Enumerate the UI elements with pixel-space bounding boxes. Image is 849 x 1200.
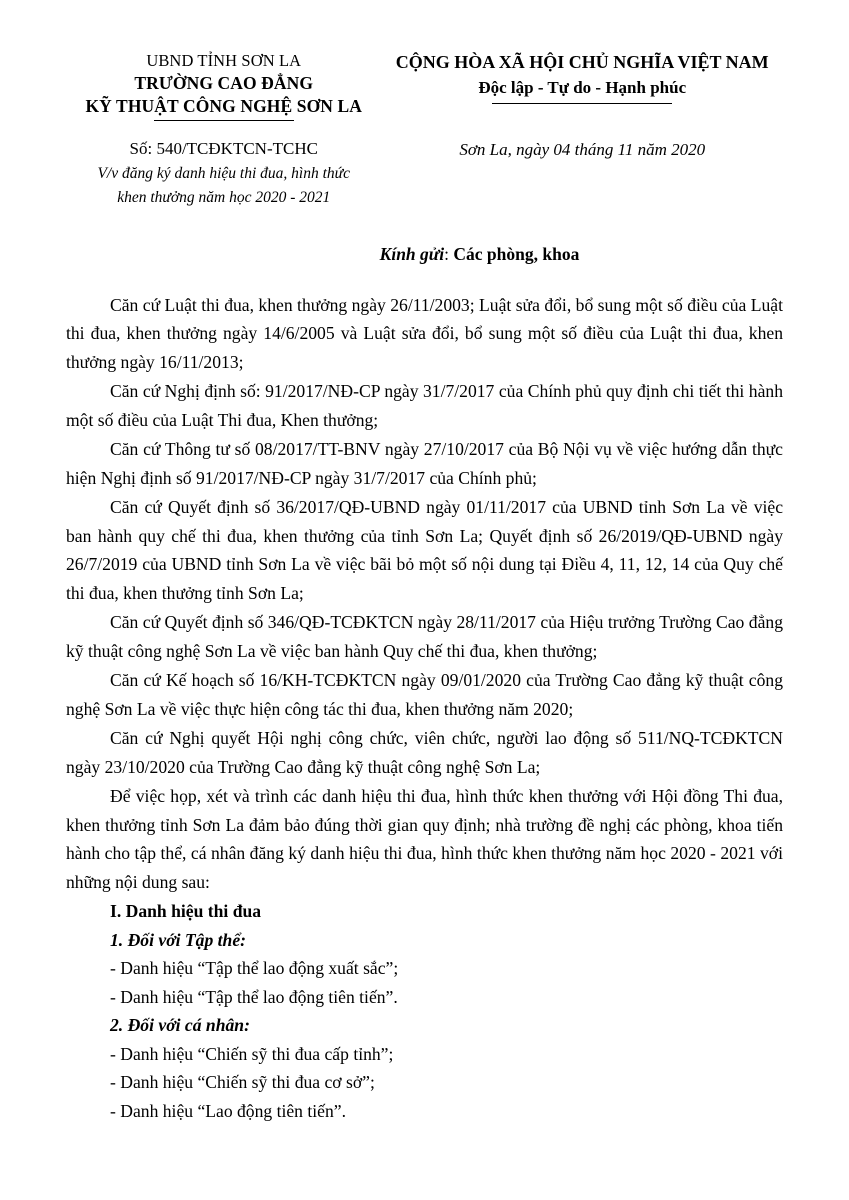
subsection-heading-2: 2. Đối với cá nhân: xyxy=(110,1015,250,1036)
document-body xyxy=(66,291,783,1126)
body-paragraph: Để việc họp, xét và trình các danh hiệu thi đua, hình thức khen thưởng với Hội đồng Thi đua, khen thưởng tỉnh Sơn La đảm bảo đúng thời gian quy định; nhà trường đề nghị các phòng, khoa tiến hành cho tập thể, cá nhân đăng ký danh hiệu thi đua, hình thức khen thưởng năm học 2020 - 2021 với những nội dung sau: xyxy=(66,786,783,892)
place-date: Sơn La, ngày 04 tháng 11 năm 2020 xyxy=(459,139,706,159)
list-item: - Danh hiệu “Chiến sỹ thi đua cấp tỉnh”; xyxy=(110,1043,394,1064)
school-name-line2: KỸ THUẬT CÔNG NGHỆ SƠN LA xyxy=(85,95,363,116)
body-paragraph: Căn cứ Quyết định số 346/QĐ-TCĐKTCN ngày 28/11/2017 của Hiệu trưởng Trường Cao đẳng kỹ thuật công nghệ Sơn La về việc ban hành Quy chế thi đua, khen thưởng; xyxy=(66,612,783,661)
authority-underline xyxy=(154,120,294,121)
issuing-authority-block xyxy=(66,46,381,121)
country-title: CỘNG HÒA XÃ HỘI CHỦ NGHĨA VIỆT NAM xyxy=(395,52,769,72)
recipient-line xyxy=(66,244,783,265)
recipient-separator: : xyxy=(444,243,454,264)
subsection-heading-1: 1. Đối với Tập thể: xyxy=(110,929,246,950)
place-date-block xyxy=(381,137,783,160)
recipient-value: Các phòng, khoa xyxy=(453,243,580,264)
national-heading-block xyxy=(381,46,783,104)
list-item: - Danh hiệu “Chiến sỹ thi đua cơ sở”; xyxy=(110,1072,375,1093)
recipient-label: Kính gửi xyxy=(379,243,445,264)
body-paragraph: Căn cứ Quyết định số 36/2017/QĐ-UBND ngày 01/11/2017 của UBND tỉnh Sơn La về việc ban hành quy chế thi đua, khen thưởng của tỉnh Sơn La; Quyết định số 26/2019/QĐ-UBND ngày 26/7/2019 của UBND tỉnh Sơn La về việc bãi bỏ một số nội dung tại Điều 4, 11, 12, 14 của Quy chế thi đua, khen thưởng tỉnh Sơn La; xyxy=(66,497,783,603)
document-header xyxy=(66,46,783,121)
body-paragraph: Căn cứ Luật thi đua, khen thưởng ngày 26/11/2003; Luật sửa đổi, bổ sung một số điều của Luật thi đua, khen thưởng ngày 14/6/2005 và Luật sửa đổi, bổ sung một số điều của Luật thi đua, khen thưởng ngày 16/11/2013; xyxy=(66,294,783,372)
document-meta xyxy=(66,137,783,210)
school-name-line1: TRƯỜNG CAO ĐẲNG xyxy=(134,72,314,93)
country-motto: Độc lập - Tự do - Hạnh phúc xyxy=(478,78,687,98)
list-item: - Danh hiệu “Lao động tiên tiến”. xyxy=(110,1100,346,1121)
body-paragraph: Căn cứ Thông tư số 08/2017/TT-BNV ngày 27/10/2017 của Bộ Nội vụ về việc hướng dẫn thực hiện Nghị định số 91/2017/NĐ-CP ngày 31/7/2017 của Chính phủ; xyxy=(66,439,783,488)
motto-underline xyxy=(492,103,672,104)
document-subject-line1: V/v đăng ký danh hiệu thi đua, hình thức xyxy=(97,164,350,182)
list-item: - Danh hiệu “Tập thể lao động tiên tiến”. xyxy=(110,986,398,1007)
document-subject-line2: khen thưởng năm học 2020 - 2021 xyxy=(117,189,331,207)
body-paragraph: Căn cứ Nghị định số: 91/2017/NĐ-CP ngày 31/7/2017 của Chính phủ quy định chi tiết thi hành một số điều của Luật Thi đua, Khen thưởng; xyxy=(66,381,783,430)
body-paragraph: Căn cứ Kế hoạch số 16/KH-TCĐKTCN ngày 09/01/2020 của Trường Cao đẳng kỹ thuật công nghệ Sơn La về việc thực hiện công tác thi đua, khen thưởng năm 2020; xyxy=(66,670,783,719)
province-name: UBND TỈNH SƠN LA xyxy=(146,51,302,70)
document-number: Số: 540/TCĐKTCN-TCHC xyxy=(129,138,318,158)
body-paragraph: Căn cứ Nghị quyết Hội nghị công chức, viên chức, người lao động số 511/NQ-TCĐKTCN ngày 23/10/2020 của Trường Cao đẳng kỹ thuật công nghệ Sơn La; xyxy=(66,728,783,777)
section-heading-1: I. Danh hiệu thi đua xyxy=(110,901,262,922)
document-number-block xyxy=(66,137,381,210)
list-item: - Danh hiệu “Tập thể lao động xuất sắc”; xyxy=(110,958,399,979)
